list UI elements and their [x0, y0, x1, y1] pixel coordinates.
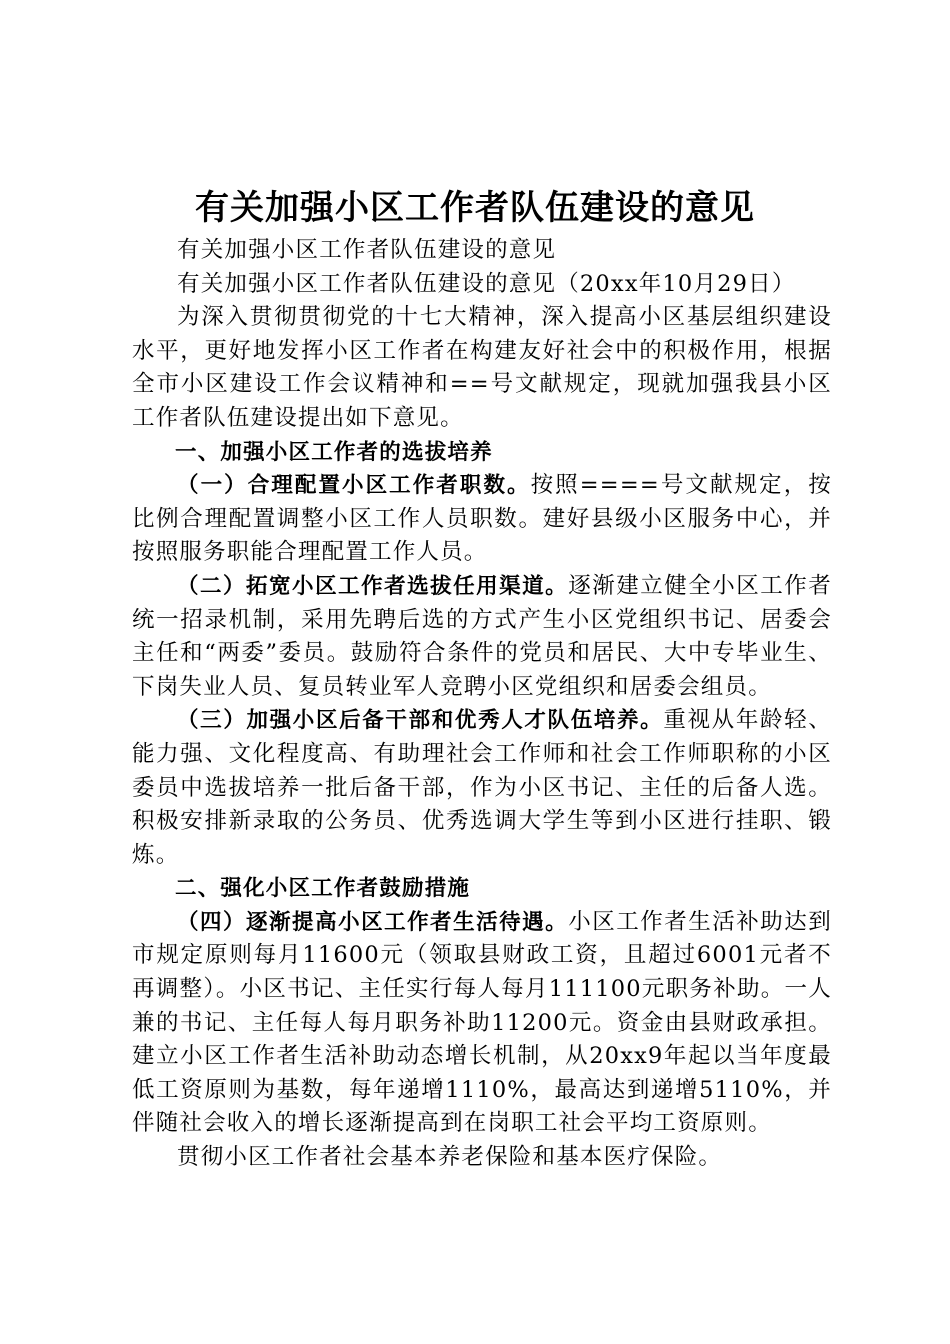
item-4-text: 小区工作者生活补助达到市规定原则每月11600元（领取县财政工资，且超过6001元者不再调整）。小区书记、主任实行每人每月111100元职务补助。一人兼的书记、主任每人每月职务补助11200元。资金由县财政承担。建立小区工作者生活补助动态增长机制，从20xx9年起以当年度最低工资原则为基数，每年递增1110%，最高达到递增5110%，并伴随社会收入的增长逐渐提高到在岗职工社会平均工资原则。	[132, 908, 832, 1137]
section-heading-1: 一、加强小区工作者的选拔培养	[175, 439, 493, 465]
document-title: 有关加强小区工作者队伍建设的意见	[195, 188, 755, 228]
paragraph-title-date: 有关加强小区工作者队伍建设的意见（20xx年10月29日）	[177, 270, 796, 297]
section-heading-2: 二、强化小区工作者鼓励措施	[175, 876, 471, 902]
paragraph-item-3	[132, 704, 832, 872]
paragraph-intro: 为深入贯彻贯彻党的十七大精神，深入提高小区基层组织建设水平，更好地发挥小区工作者在构建友好社会中的积极作用，根据全市小区建设工作会议精神和==号文献规定，现就加强我县小区工作者队伍建设提出如下意见。	[132, 304, 832, 431]
item-4-lead: （四）逐渐提高小区工作者生活待遇。	[177, 909, 569, 935]
item-1-lead: （一）合理配置小区工作者职数。	[177, 473, 531, 499]
item-3-lead: （三）加强小区后备干部和优秀人才队伍培养。	[177, 708, 664, 734]
paragraph-item-4	[132, 906, 832, 1141]
paragraph-subtitle: 有关加强小区工作者队伍建设的意见	[177, 237, 557, 263]
item-2-text: 逐渐建立健全小区工作者统一招录机制，采用先聘后选的方式产生小区党组织书记、居委会主任和“两委”委员。鼓励符合条件的党员和居民、大中专毕业生、下岗失业人员、复员转业军人竞聘小区党组织和居委会组员。	[132, 572, 832, 700]
paragraph-item-2	[132, 570, 832, 704]
paragraph-closing: 贯彻小区工作者社会基本养老保险和基本医疗保险。	[177, 1144, 723, 1171]
item-2-lead: （二）拓宽小区工作者选拔任用渠道。	[177, 573, 569, 599]
item-1-text: 按照====号文献规定，按比例合理配置调整小区工作人员职数。建好县级小区服务中心，并按照服务职能合理配置工作人员。	[132, 472, 832, 566]
item-3-text: 重视从年龄轻、能力强、文化程度高、有助理社会工作师和社会工作师职称的小区委员中选拔培养一批后备干部，作为小区书记、主任的后备人选。积极安排新录取的公务员、优秀选调大学生等到小区进行挂职、锻炼。	[132, 707, 832, 868]
paragraph-item-1	[132, 469, 832, 570]
document-body	[132, 234, 832, 1175]
